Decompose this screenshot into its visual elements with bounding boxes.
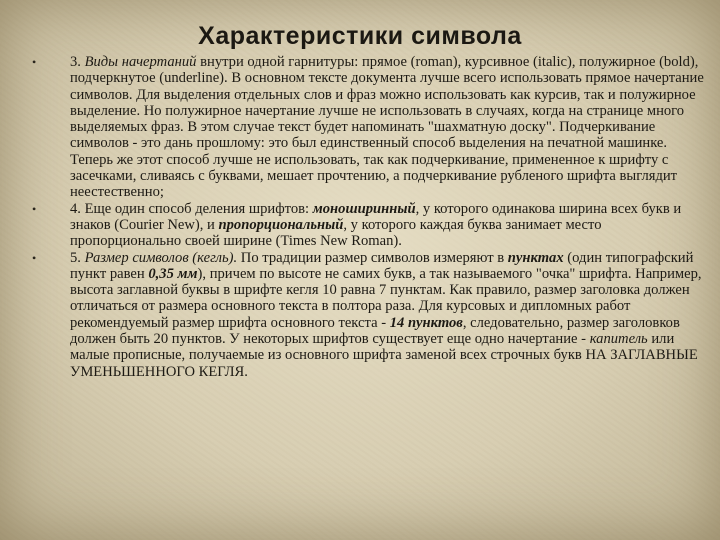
text-run: , у которого одинакова ширина всех букв и знаков (Courier New), и <box>70 200 682 233</box>
text-run: По традиции размер символов измеряют в <box>237 249 508 266</box>
slide-title: Характеристики символа <box>198 22 522 50</box>
emphasis-run: моноширинный <box>312 200 416 217</box>
bullet-item-styles <box>32 54 708 201</box>
bullet-item-size <box>32 250 708 380</box>
emphasis-run: пунктах <box>507 249 564 266</box>
text-run: (один типографский пункт равен <box>70 249 694 282</box>
bullet-list <box>32 54 708 380</box>
emphasis-run: Размер символов (кегль). <box>84 249 238 266</box>
text-run: 5. <box>70 249 85 266</box>
bullet-dot-icon: • <box>32 55 37 69</box>
text-run: 3. <box>70 54 85 70</box>
text-run: 4. Еще один способ деления шрифтов: <box>70 200 313 217</box>
bullet-text <box>70 250 702 380</box>
bullet-dot-icon: • <box>32 250 37 265</box>
bullet-dot-icon: • <box>32 201 37 216</box>
text-run: или малые прописные, получаемые из основного шрифта заменой всех строчных букв НА ЗАГЛАВНЫЕ УМЕНЬШЕННОГО КЕГЛЯ. <box>70 331 698 380</box>
emphasis-run: Виды начертаний <box>84 54 197 70</box>
text-run: , у которого каждая буква занимает место пропорционально своей ширине (Times New Roman). <box>70 216 602 250</box>
emphasis-run: пропорциональный <box>218 216 344 233</box>
text-run: внутри одной гарнитуры: прямое (roman), курсивное (italic), полужирное (bold), подчеркнутое (underline). В основном тексте документа лучше всего использовать прямое начертание символов. Для выделения отдельных слов и фраз можно использовать как курсив, так и полужирное выделение. Но полужирное начертание лучше не использовать в случаях, когда на странице много выделяемых фраз. В этом случае текст будет напоминать "шахматную доску". Подчеркивание символов - это дань прошлому: это был единственный способ выделения на печатной машинке. Теперь же этот способ лучше не использовать, так как подчеркивание, примененное к шрифту с засечками, сливаясь с буквами, мешает прочтению, а подчеркивание рубленого шрифта выглядит неестественно; <box>70 54 704 201</box>
emphasis-run: 14 пунктов <box>389 314 463 331</box>
emphasis-run: 0,35 мм <box>148 265 198 282</box>
bullet-text <box>70 201 681 250</box>
bullet-text <box>70 54 704 200</box>
text-run: ), причем по высоте не самих букв, а так называемого "очка" шрифта. Например, высота заглавной буквы в шрифте кегля 10 равна 7 пунктам. Как правило, размер заголовка должен отличаться от размера основного текста в полтора раза. Для курсовых и дипломных работ рекомендуемый размер шрифта основного текста - <box>70 265 702 331</box>
bullet-item-width <box>32 201 708 250</box>
text-run: , следовательно, размер заголовков должен быть 20 пунктов. У некоторых шрифтов существует еще одно начертание - <box>70 314 680 348</box>
emphasis-run: капитель <box>589 331 648 348</box>
